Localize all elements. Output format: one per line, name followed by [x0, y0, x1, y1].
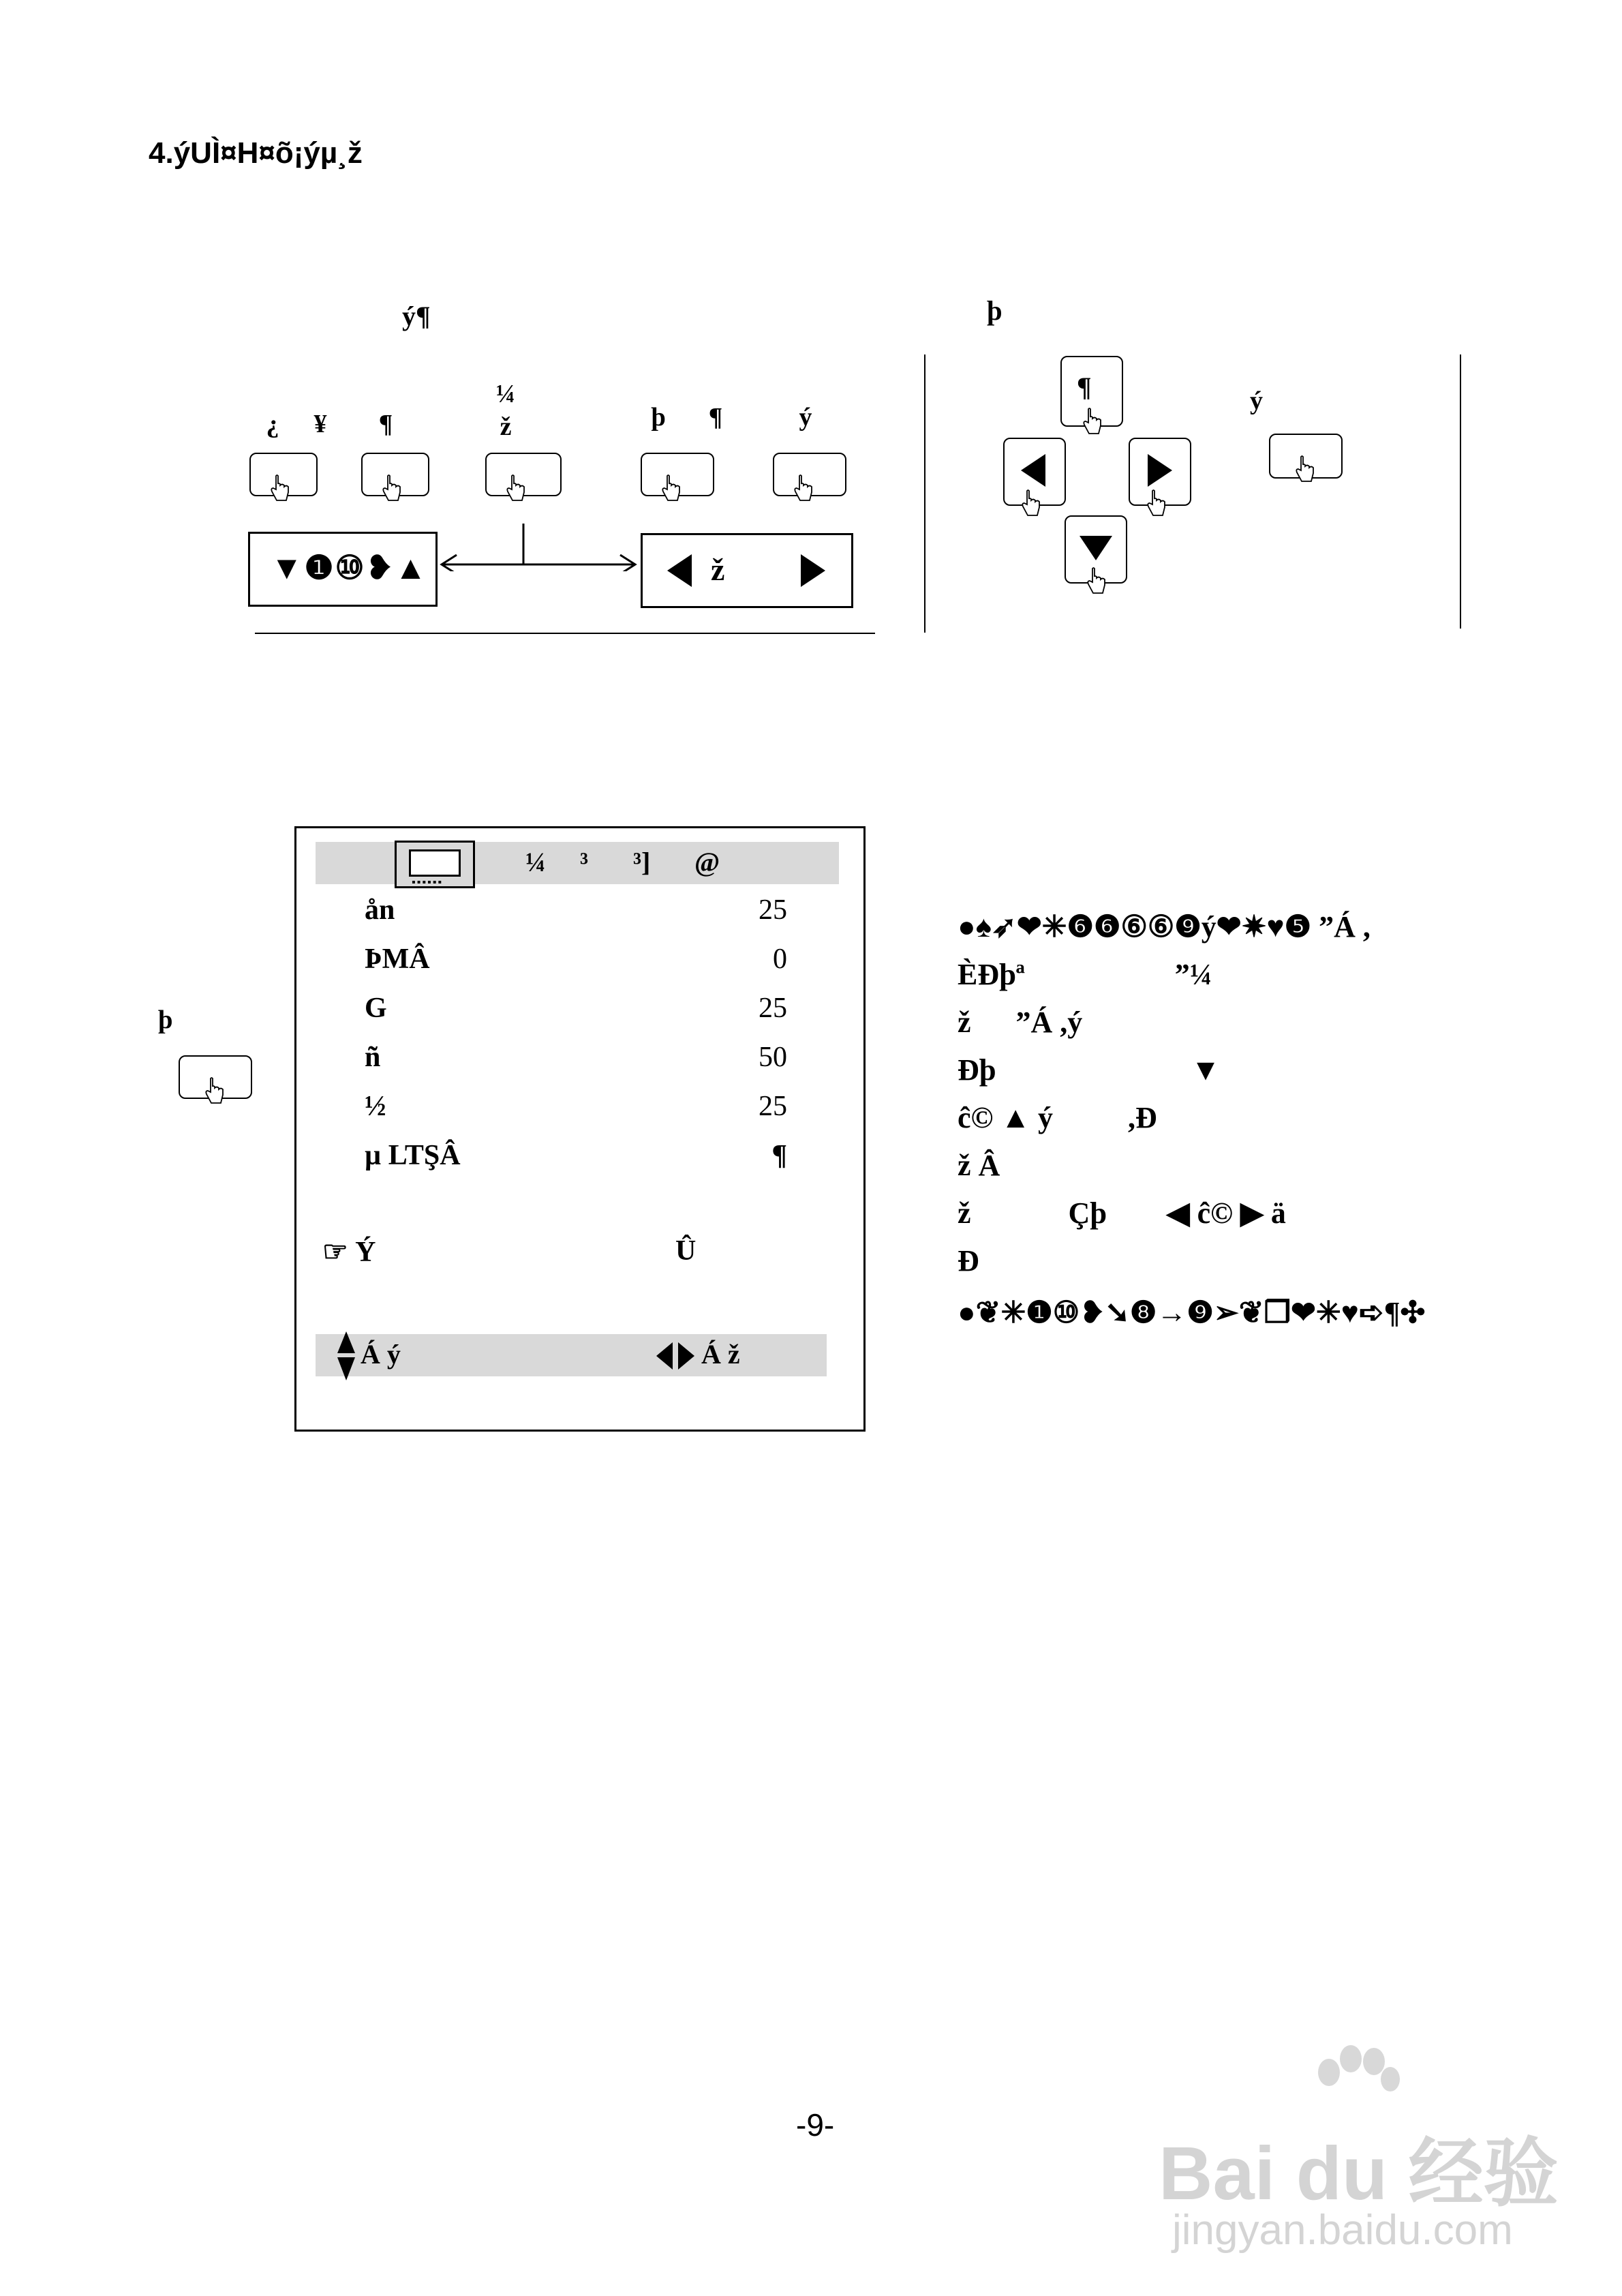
menu-row-tint[interactable]: [365, 1090, 787, 1131]
hand-pointer-icon: [1086, 567, 1107, 596]
right-section-title: þ: [987, 295, 1003, 326]
menu-row-value: 50: [759, 1042, 787, 1073]
left-arrow-icon: [1020, 453, 1047, 488]
button-1-label: ¿: [266, 410, 279, 438]
menu-row-mode[interactable]: [365, 1139, 787, 1180]
note-line-2: ÈÐþª ”¼: [958, 958, 1212, 991]
page-number: -9-: [796, 2107, 835, 2143]
menu-row-label: ÞMÂ: [365, 943, 430, 975]
right-indicator-box: [641, 533, 853, 608]
menu-tab-4[interactable]: @: [694, 847, 720, 877]
hand-pointer-icon: [270, 474, 290, 503]
picture-tab-icon[interactable]: [395, 841, 475, 888]
right-button[interactable]: [1129, 438, 1191, 506]
button-1b-label: ¥: [313, 410, 327, 438]
menu-row-color[interactable]: [365, 992, 787, 1033]
hand-pointer-icon: [1295, 455, 1315, 484]
button-4b-label: ¶: [708, 403, 723, 432]
section-heading: 4.ýUÌ¤H¤õ¡ýµ¸ž: [149, 136, 363, 170]
left-indicator-box: [248, 532, 438, 607]
left-right-arrow-icon: [655, 1341, 696, 1371]
note-line-9: ●❦✳❶⑩❥➘❽→❾➢❦❒❤✳♥➪¶✣: [958, 1296, 1426, 1329]
menu-row-sharpness[interactable]: [365, 1041, 787, 1082]
left-indicator-text: ▼❶⑩❥▲: [271, 550, 429, 586]
baidu-watermark: [1152, 2045, 1559, 2277]
double-arrow-connector: [436, 517, 641, 571]
side-button-label: þ: [158, 1006, 173, 1034]
menu-row-contrast[interactable]: [365, 943, 787, 984]
left-section-title: ý¶: [402, 301, 431, 331]
up-down-arrow-icon: [336, 1330, 356, 1382]
note-line-1: ●♠➶❤✳❻❻⑥⑥❾ý❤✷♥❺ ”Á ,: [958, 910, 1371, 943]
menu-tab-bar: [316, 842, 839, 888]
note-line-5: ĉ© ▲ ý ,Ð: [958, 1101, 1157, 1134]
hand-pointer-icon: [661, 474, 682, 503]
left-triangle-icon: [666, 553, 693, 588]
button-3-label: ¼: [495, 380, 516, 408]
up-button[interactable]: [1060, 356, 1123, 427]
panel-button-3[interactable]: [485, 453, 562, 496]
note-line-3: ž ”Á ,ý: [958, 1006, 1083, 1039]
menu-hint-left: ☞ Ý: [322, 1237, 376, 1268]
right-triangle-icon: [799, 553, 827, 588]
side-menu-button[interactable]: [179, 1055, 252, 1099]
hand-pointer-icon: [1082, 408, 1103, 436]
watermark-brand: Bai du 经验: [1159, 2132, 1559, 2216]
button-3b-label: ž: [500, 412, 512, 441]
dotted-line-icon: ▪▪▪▪▪▪: [412, 877, 444, 888]
screen-icon: [409, 849, 461, 877]
section-divider-right: [1460, 354, 1461, 629]
hand-pointer-icon: [506, 474, 526, 503]
hand-pointer-icon: [382, 474, 402, 503]
menu-tab-1[interactable]: ¼: [525, 847, 546, 877]
menu-row-label: µ LTŞÂ: [365, 1140, 461, 1171]
panel-button-2[interactable]: [361, 453, 429, 496]
panel-button-5[interactable]: [773, 453, 846, 496]
right-arrow-icon: [1146, 453, 1174, 488]
menu-tab-2[interactable]: ³: [580, 847, 588, 877]
hand-pointer-icon: [793, 474, 814, 503]
left-button[interactable]: [1003, 438, 1066, 506]
osd-menu: [294, 826, 866, 1432]
right-indicator-text: ž: [711, 552, 725, 587]
button-4-label: þ: [651, 403, 666, 432]
menu-row-brightness[interactable]: [365, 894, 787, 935]
down-button[interactable]: [1065, 515, 1127, 584]
paw-logo-icon: [1309, 2045, 1404, 2113]
menu-footer-bar: [316, 1334, 827, 1376]
button-2-label: ¶: [378, 410, 393, 438]
menu-row-label: G: [365, 993, 387, 1024]
menu-row-value: 25: [759, 1091, 787, 1122]
section-divider-left: [924, 354, 925, 633]
menu-row-label: ñ: [365, 1042, 381, 1073]
menu-row-value: 25: [759, 993, 787, 1024]
note-line-7: ž Çþ ◀ ĉ© ▶ ä: [958, 1196, 1286, 1230]
hand-pointer-icon: [204, 1077, 225, 1106]
menu-row-label: ½: [365, 1091, 386, 1122]
left-section-baseline: [255, 633, 875, 634]
down-arrow-icon: [1078, 534, 1114, 562]
watermark-url: jingyan.baidu.com: [1172, 2207, 1513, 2254]
note-line-6: ž Â: [958, 1149, 1000, 1182]
note-line-8: Ð: [958, 1244, 979, 1278]
button-5-label: ý: [799, 403, 812, 432]
enter-button-label: ý: [1250, 387, 1263, 415]
menu-row-value: ¶: [771, 1140, 787, 1171]
up-button-label: ¶: [1077, 372, 1092, 402]
menu-row-label: ån: [365, 894, 395, 926]
enter-button[interactable]: [1269, 434, 1343, 479]
menu-tab-3[interactable]: ³]: [633, 847, 651, 877]
hand-pointer-icon: [1146, 489, 1167, 518]
menu-hint-right: Û: [675, 1235, 697, 1267]
hand-pointer-icon: [1021, 489, 1041, 518]
footer-adjust-text: Á ž: [701, 1339, 740, 1370]
panel-button-1[interactable]: [249, 453, 318, 496]
footer-select-text: Á ý: [361, 1339, 401, 1370]
menu-row-value: 0: [773, 943, 787, 975]
note-line-4: Ðþ ▼: [958, 1053, 1221, 1087]
menu-row-value: 25: [759, 894, 787, 926]
panel-button-4[interactable]: [641, 453, 714, 496]
